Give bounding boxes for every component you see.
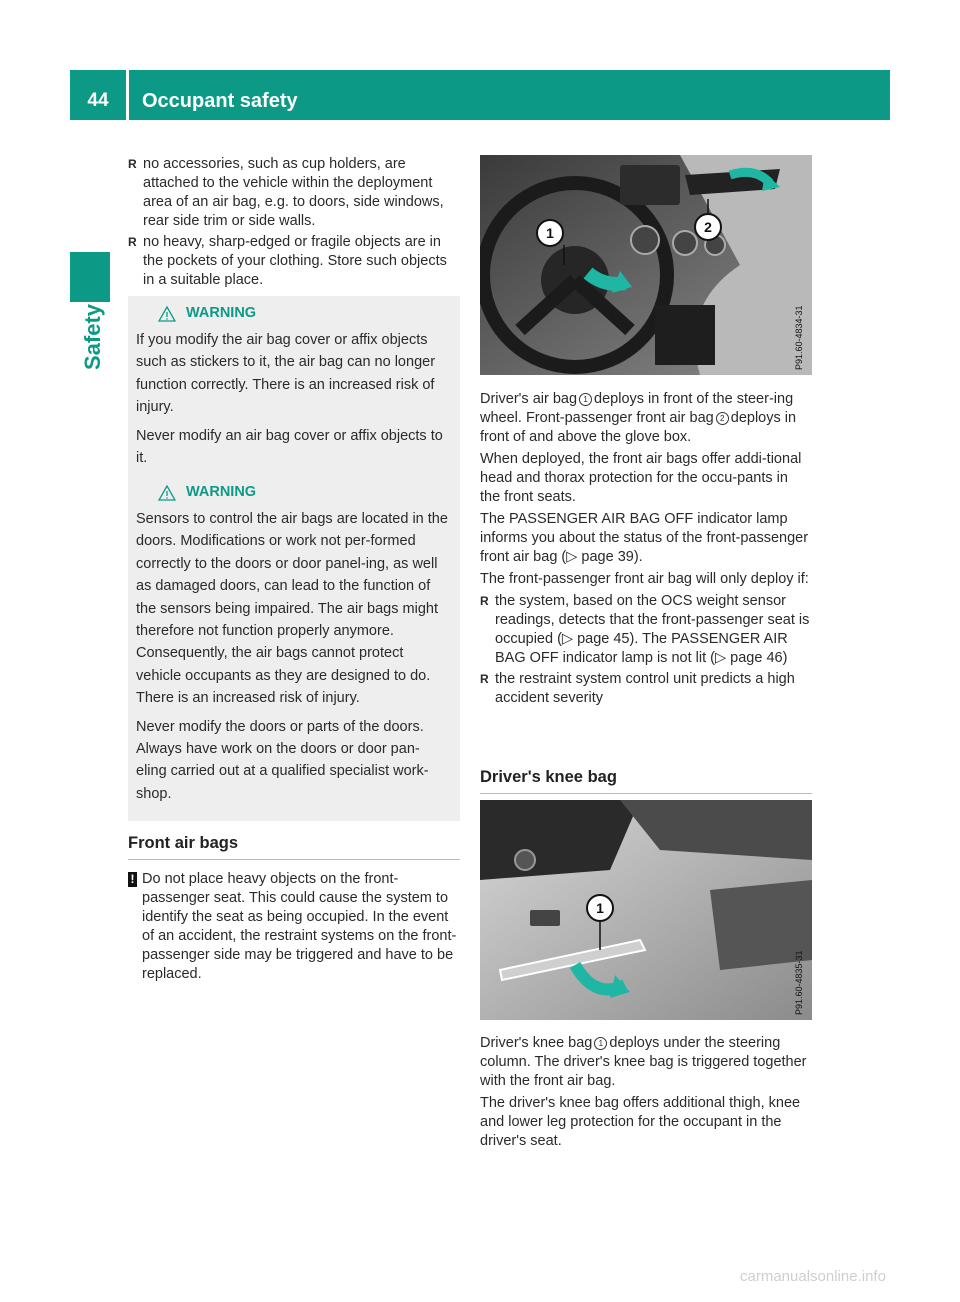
bullet-item: R no accessories, such as cup holders, are attached to the vehicle within the deployment area of an air bag, e.g. to doors, side windows, rear side trim or side walls.: [128, 155, 460, 231]
warning-text: Never modify the doors or parts of the doors. Always have work on the doors or door pan-eling carried out at a qualified specialist work-shop.: [136, 718, 429, 802]
callout-icon: 1: [579, 393, 592, 406]
paragraph: The front-passenger front air bag will only deploy if:: [480, 571, 809, 587]
warning-triangle-icon: [158, 485, 176, 501]
side-tab-label: Safety: [80, 303, 105, 370]
text-span: Driver's air bag: [480, 391, 578, 407]
left-bullets: [128, 155, 460, 292]
section-heading: Driver's knee bag: [480, 768, 812, 794]
section-title: Occupant safety: [142, 90, 298, 112]
note-text: Do not place heavy objects on the front-passenger seat. This could cause the system to identify the seat as being occupied. In the event of an accident, the restraint systems on the front-passenger side may be triggered and have to be replaced.: [142, 871, 457, 982]
paragraph: The driver's knee bag offers additional thigh, knee and lower leg protection for the occupant in the driver's seat.: [480, 1095, 801, 1149]
text-span: Driver's knee bag: [480, 1035, 593, 1051]
image-code: P91.60-4834-31: [794, 305, 804, 370]
callout-1: 1: [596, 900, 604, 916]
paragraph: When deployed, the front air bags offer addi-tional head and thorax protection for the occu-pants in the front seats.: [480, 451, 802, 505]
knee-bag-illustration: [480, 800, 812, 1020]
header-divider: [126, 70, 129, 120]
knee-bag-photo: [480, 800, 812, 1020]
section-heading: Front air bags: [128, 834, 460, 860]
callout-icon: 2: [716, 412, 729, 425]
callout-2: 2: [704, 219, 712, 235]
page-number: 44: [87, 90, 109, 111]
paragraph: The PASSENGER AIR BAG OFF indicator lamp informs you about the status of the front-passenger front air bag (▷ page 39).: [480, 511, 809, 565]
warning-text: Sensors to control the air bags are located in the doors. Modifications or work not per-formed correctly to the doors or door panel-ing, as well as damaged doors, can lead to the function of the sensors being impaired. The air bags might therefore not function properly anymore. Consequently, the air bags cannot protect vehicle occupants as they are designed to do. There is an increased risk of injury.: [136, 511, 448, 707]
right-text-bottom: [480, 1034, 812, 1151]
right-text-top: [480, 390, 812, 710]
warning-box-2: [128, 475, 460, 821]
exclamation-icon: !: [128, 872, 137, 887]
bullet-item: R no heavy, sharp-edged or fragile objects are in the pockets of your clothing. Store such objects in a suitable place.: [128, 233, 460, 290]
warning-title: WARNING: [186, 484, 257, 500]
bullet-item: R the restraint system control unit predicts a high accident severity: [480, 670, 812, 708]
callout-1: 1: [546, 225, 554, 241]
paragraph: [480, 390, 812, 447]
text-span: deploys in front of the steer-ing wheel. Front-passenger front air bag: [480, 391, 794, 426]
text-span: deploys in front of and above the glove box.: [480, 410, 797, 445]
warning-box-1: [128, 296, 460, 485]
paragraph: [480, 1034, 812, 1091]
warning-triangle-icon: [158, 306, 176, 322]
front-airbags-section: [128, 834, 460, 984]
dashboard-illustration: [480, 155, 812, 375]
knee-bag-heading-wrap: [480, 768, 812, 794]
warning-text: Never modify an air bag cover or affix objects to it.: [136, 427, 443, 467]
airbag-photo: [480, 155, 812, 375]
watermark: carmanualsonline.info: [740, 1268, 886, 1285]
callout-icon: 1: [594, 1037, 607, 1050]
text-span: deploys under the steering column. The driver's knee bag is triggered together with the front air bag.: [480, 1035, 807, 1089]
image-code: P91.60-4835-31: [794, 950, 804, 1015]
warning-heading: [136, 483, 450, 502]
bullet-item: R the system, based on the OCS weight sensor readings, detects that the front-passenger seat is occupied (▷ page 45). The PASSENGER AIR BAG OFF indicator lamp is not lit (▷ page 46): [480, 592, 812, 668]
warning-heading: [136, 304, 450, 323]
note-block: [128, 870, 460, 984]
warning-title: WARNING: [186, 305, 257, 321]
warning-text: If you modify the air bag cover or affix objects such as stickers to it, the air bag can no longer function correctly. There is an increased risk of injury.: [136, 332, 436, 416]
